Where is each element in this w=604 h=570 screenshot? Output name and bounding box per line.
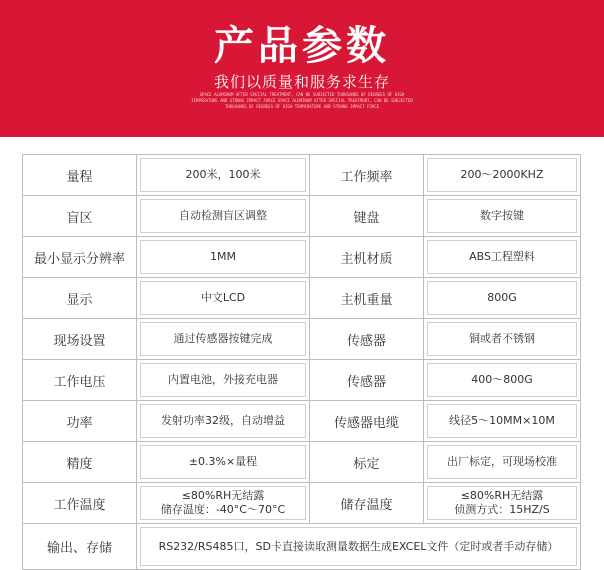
- param-value: 通过传感器按键完成: [137, 319, 310, 360]
- param-value: ≤80%RH无结露 储存温度：-40°C～70°C: [137, 483, 310, 524]
- param-label: 量程: [23, 155, 137, 196]
- param-label: 显示: [23, 278, 137, 319]
- param-label: 传感器: [310, 319, 424, 360]
- param-label: 功率: [23, 401, 137, 442]
- table-row: [23, 319, 581, 360]
- param-label: 最小显示分辨率: [23, 237, 137, 278]
- table-row: [23, 524, 581, 570]
- param-label: 储存温度: [310, 483, 424, 524]
- banner-title: 产品参数: [214, 23, 390, 69]
- table-row: [23, 196, 581, 237]
- param-label: 工作电压: [23, 360, 137, 401]
- param-label: 主机重量: [310, 278, 424, 319]
- param-value: ABS工程塑料: [424, 237, 581, 278]
- param-value: 自动检测盲区调整: [137, 196, 310, 237]
- param-value: 数字按键: [424, 196, 581, 237]
- table-row: [23, 155, 581, 196]
- param-value: 中文LCD: [137, 278, 310, 319]
- param-value: 铜或者不锈钢: [424, 319, 581, 360]
- param-label: 标定: [310, 442, 424, 483]
- banner-fine-print: SPACE ALUMINUM AFTER SPECIAL TREATMENT, CAN BE SUBJECTED THOUSANDS OF DEGREES OF HIGH TEMPERATURE AND STRONG IMPACT FORCE SPACE ALUMINUM AFTER SPECIAL TREATMENT, CAN BE SUBJECTED THOUSANDS OF DEGREES OF HIGH TEMPERATURE AND STRONG IMPACT FORCE: [191, 92, 413, 109]
- param-label: 传感器电缆: [310, 401, 424, 442]
- table-row: [23, 442, 581, 483]
- param-label: 盲区: [23, 196, 137, 237]
- table-row: [23, 278, 581, 319]
- param-label: 工作频率: [310, 155, 424, 196]
- param-value: 线径5～10MM×10M: [424, 401, 581, 442]
- param-value: ≤80%RH无结露 侦测方式：15HZ/S: [424, 483, 581, 524]
- param-label: 主机材质: [310, 237, 424, 278]
- table-row: [23, 483, 581, 524]
- param-value: 400～800G: [424, 360, 581, 401]
- param-value: 内置电池，外接充电器: [137, 360, 310, 401]
- param-value: 200米，100米: [137, 155, 310, 196]
- param-value: 发射功率32级，自动增益: [137, 401, 310, 442]
- param-label: 工作温度: [23, 483, 137, 524]
- param-label: 精度: [23, 442, 137, 483]
- table-row: [23, 360, 581, 401]
- param-value: RS232/RS485口，SD卡直接读取测量数据生成EXCEL文件（定时或者手动存储）: [137, 524, 581, 570]
- param-value: 200～2000KHZ: [424, 155, 581, 196]
- spec-table: [22, 154, 581, 570]
- param-value: 1MM: [137, 237, 310, 278]
- banner-subtitle: 我们以质量和服务求生存: [213, 73, 390, 91]
- table-row: [23, 237, 581, 278]
- param-value: 800G: [424, 278, 581, 319]
- param-value: 出厂标定，可现场校准: [424, 442, 581, 483]
- param-label: 输出、存储: [23, 524, 137, 570]
- param-value: ±0.3%×量程: [137, 442, 310, 483]
- param-label: 现场设置: [23, 319, 137, 360]
- param-label: 键盘: [310, 196, 424, 237]
- param-label: 传感器: [310, 360, 424, 401]
- header-banner: [0, 0, 604, 137]
- table-row: [23, 401, 581, 442]
